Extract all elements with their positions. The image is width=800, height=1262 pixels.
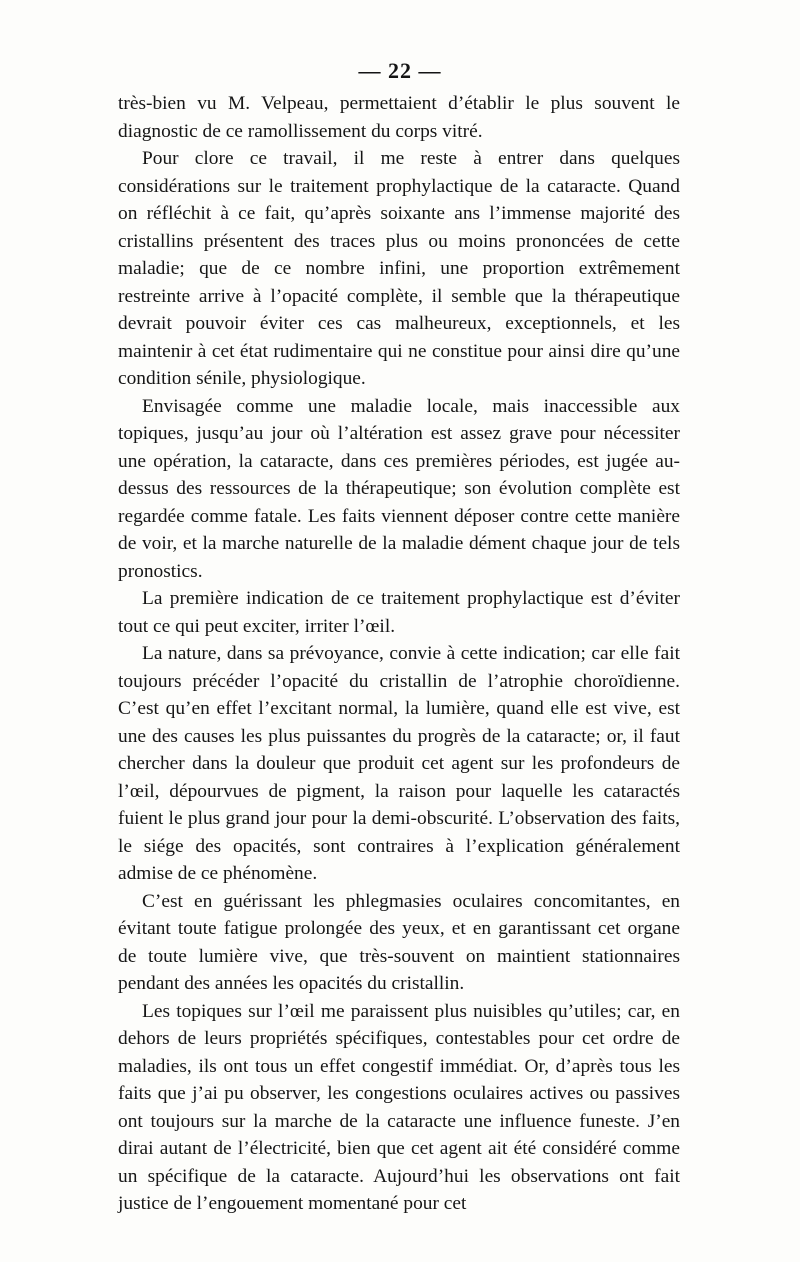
page-number: — 22 — bbox=[358, 58, 442, 83]
paragraph-continuation: très-bien vu M. Velpeau, permettaient d’établir le plus souvent le diagnostic de ce ramollissement du corps vitré. bbox=[118, 93, 680, 142]
paragraph-local-disease: Envisagée comme une maladie locale, mais inaccessible aux topiques, jusqu’au jour où l’altération est assez grave pour nécessiter une opération, la cataracte, dans ces premières périodes, est jugée au-dessus des ressources de la thérapeutique; son évolution complète est regardée comme fatale. Les faits viennent déposer contre cette manière de voir, et la marche naturelle de la maladie dément chaque jour de tels pronostics. bbox=[118, 395, 680, 582]
paragraph-topicals: Les topiques sur l’œil me paraissent plus nuisibles qu’utiles; car, en dehors de leurs propriétés spécifiques, contestables pour cet ordre de maladies, ils ont tous un effet congestif immédiat. Or, d’après tous les faits que j’ai pu observer, les congestions oculaires actives ou passives ont toujours sur la marche de la cataracte une influence funeste. J’en dirai autant de l’électricité, bien que cet agent ait été considéré comme un spécifique de la cataracte. Aujourd’hui les observations ont fait justice de l’engouement momentané pour cet bbox=[118, 1000, 680, 1214]
paragraph-prophylaxis-intro: Pour clore ce travail, il me reste à entrer dans quelques considérations sur le traitement prophylactique de la cataracte. Quand on réfléchit à ce fait, qu’après soixante ans l’immense majorité des cristallins présentent des traces plus ou moins prononcées de cette maladie; que de ce nombre infini, une proportion extrêmement restreinte arrive à l’opacité complète, il semble que la thérapeutique devrait pouvoir éviter ces cas malheureux, exceptionnels, et les maintenir à cet état rudimentaire qui ne constitue pour ainsi dire qu’une condition sénile, physiologique. bbox=[118, 148, 680, 389]
paragraph-nature-light: La nature, dans sa prévoyance, convie à cette indication; car elle fait toujours précéder l’opacité du cristallin de l’atrophie choroïdienne. C’est qu’en effet l’excitant normal, la lumière, quand elle est vive, est une des causes les plus puissantes du progrès de la cataracte; or, il faut chercher dans la douleur que produit cet agent sur les profondeurs de l’œil, dépourvues de pigment, la raison pour laquelle les cataractés fuient le plus grand jour pour la demi-obscurité. L’observation des faits, le siége des opacités, sont contraires à l’explication généralement admise de ce phénomène. bbox=[118, 643, 680, 884]
paragraph-phlegmasia: C’est en guérissant les phlegmasies oculaires concomitantes, en évitant toute fatigue prolongée des yeux, et en garantissant cet organe de toute lumière vive, que très-souvent on maintient stationnaires pendant des années les opacités du cristallin. bbox=[118, 890, 680, 994]
body-text bbox=[118, 90, 680, 1218]
paragraph-first-indication: La première indication de ce traitement prophylactique est d’éviter tout ce qui peut exciter, irriter l’œil. bbox=[118, 588, 680, 637]
